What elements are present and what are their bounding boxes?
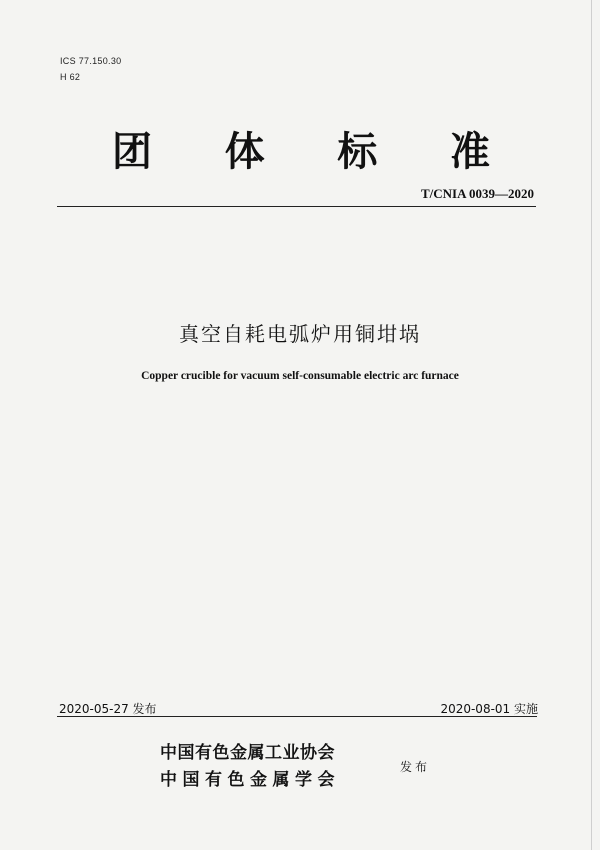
- document-type-char: 准: [449, 129, 492, 175]
- ics-code: ICS 77.150.30: [60, 56, 122, 66]
- publisher-2: 中国有色金属学会: [160, 770, 340, 790]
- ccs-code: H 62: [60, 72, 81, 82]
- document-type-char: 体: [224, 129, 267, 175]
- document-type-char: 标: [337, 129, 380, 175]
- page-edge: [591, 0, 592, 850]
- title-english: Copper crucible for vacuum self-consumable electric arc furnace: [141, 370, 459, 382]
- standard-number: T/CNIA 0039—2020: [420, 186, 534, 201]
- top-divider: [57, 206, 536, 207]
- document-type: [112, 120, 492, 177]
- publish-label: 发布: [400, 760, 431, 774]
- bottom-divider: [57, 716, 537, 717]
- title-chinese: 真空自耗电弧炉用铜坩埚: [179, 322, 421, 346]
- publisher-1: 中国有色金属工业协会: [160, 743, 335, 763]
- document-type-char: 团: [112, 129, 154, 175]
- effective-date: 2020-08-01 实施: [440, 702, 538, 716]
- issue-date: 2020-05-27 发布: [59, 702, 157, 716]
